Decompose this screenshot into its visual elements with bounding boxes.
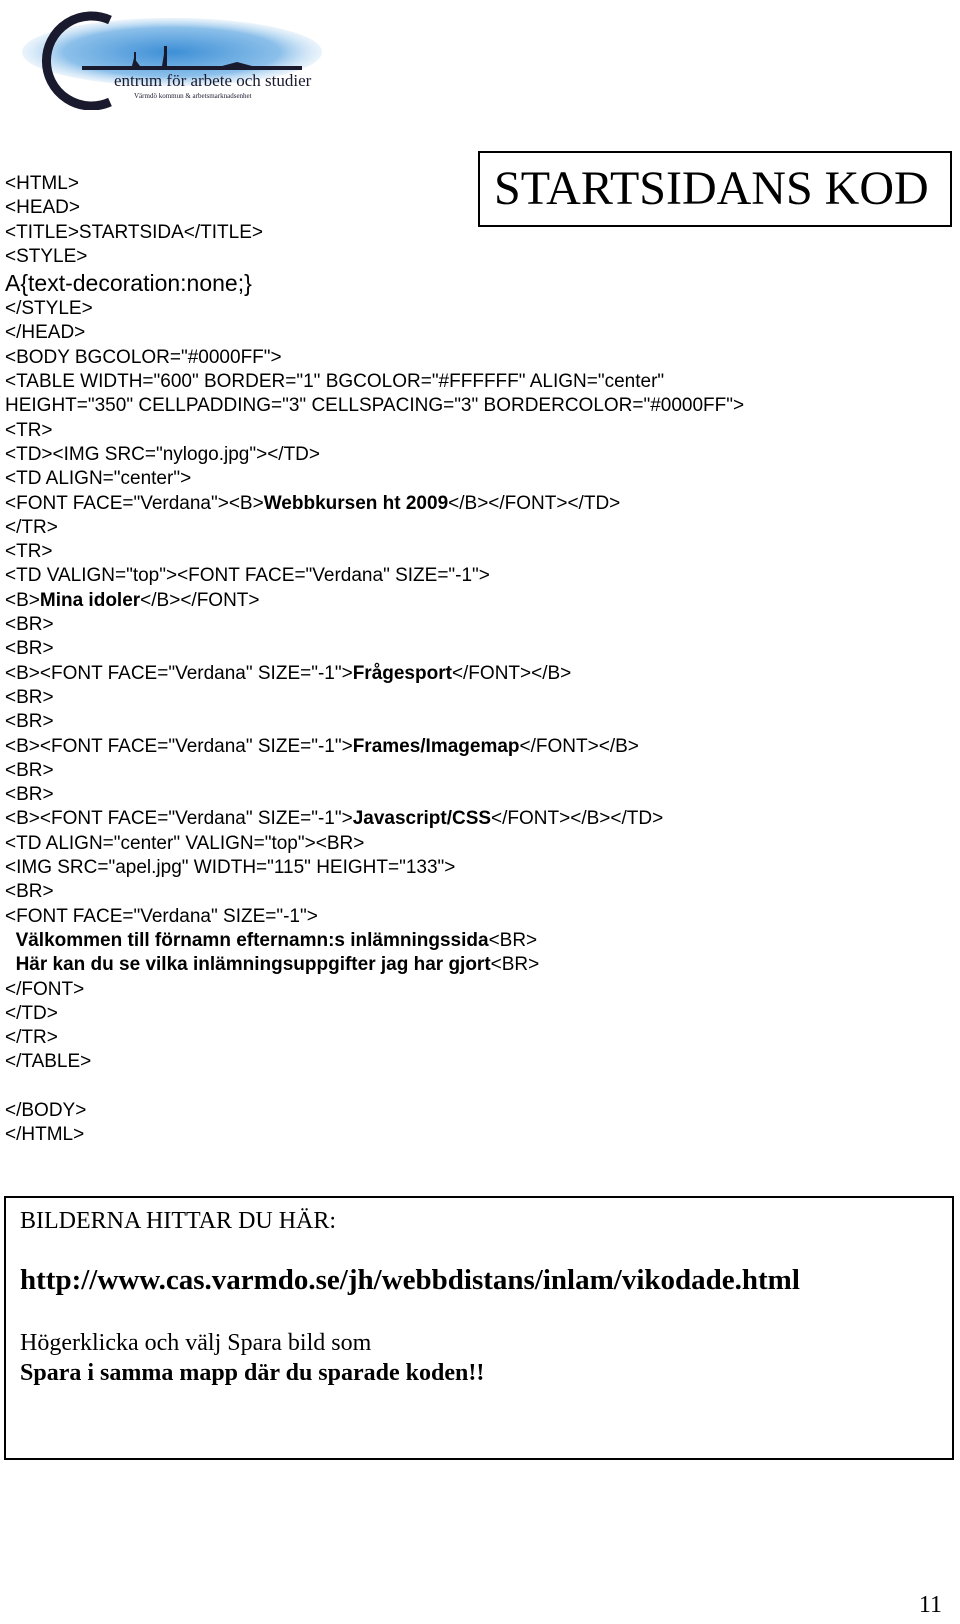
code-text: <BR> — [5, 638, 54, 660]
code-line — [5, 929, 805, 953]
info-instruction: Högerklicka och välj Spara bild som — [20, 1330, 372, 1356]
code-line — [5, 540, 805, 564]
code-line — [5, 467, 805, 491]
code-text: <BR> — [5, 711, 54, 733]
code-line — [5, 613, 805, 637]
code-text-after: <BR> — [488, 929, 538, 951]
code-bold-text: Mina idoler — [39, 589, 141, 611]
code-line — [5, 564, 805, 588]
code-line — [5, 1099, 805, 1123]
code-text: <B><FONT FACE="Verdana" SIZE="-1"> — [5, 735, 353, 757]
code-line — [5, 832, 805, 856]
code-text: <FONT FACE="Verdana"><B> — [5, 492, 264, 514]
code-line — [5, 637, 805, 661]
code-line — [5, 516, 805, 540]
code-text: </BODY> — [5, 1099, 87, 1121]
code-line — [5, 880, 805, 904]
code-line — [5, 589, 805, 613]
code-text-after: </FONT></B> — [519, 735, 639, 757]
code-line — [5, 346, 805, 370]
code-bold-text: Frågesport — [352, 662, 452, 684]
code-text-after: </FONT></B></TD> — [491, 808, 664, 830]
code-line — [5, 686, 805, 710]
code-text: <BR> — [5, 881, 54, 903]
code-text-after: </FONT></B> — [451, 662, 572, 684]
code-text: <BR> — [5, 759, 54, 781]
code-text: <BR> — [5, 784, 54, 806]
code-line — [5, 245, 805, 269]
code-text: <TD><IMG SRC="nylogo.jpg"></TD> — [5, 443, 320, 465]
code-text: <TITLE>STARTSIDA</TITLE> — [5, 221, 263, 243]
logo-text-main: entrum för arbete och studier — [114, 71, 312, 90]
code-text: <BR> — [5, 686, 54, 708]
code-text: </FONT> — [5, 978, 85, 1000]
code-bold-text: Webbkursen ht 2009 — [263, 492, 449, 514]
code-text: </HTML> — [5, 1124, 85, 1146]
code-line — [5, 735, 805, 759]
info-heading: BILDERNA HITTAR DU HÄR: — [20, 1208, 337, 1234]
code-line — [5, 1026, 805, 1050]
code-text: <BODY BGCOLOR="#0000FF"> — [5, 346, 282, 368]
code-text: </TR> — [5, 1027, 58, 1049]
code-text: <HEAD> — [5, 197, 80, 219]
code-text: <TD VALIGN="top"><FONT FACE="Verdana" SIZE="-1"> — [5, 565, 490, 587]
code-bold-text: Här kan du se vilka inlämningsuppgifter jag har gjort — [15, 954, 491, 976]
code-line — [5, 953, 805, 977]
code-text: <HTML> — [5, 173, 79, 194]
code-bold-text: Frames/Imagemap — [352, 735, 520, 757]
code-text: HEIGHT="350" CELLPADDING="3" CELLSPACING="3" BORDERCOLOR="#0000FF"> — [5, 395, 745, 417]
logo-graphic — [22, 10, 322, 110]
code-text-after: </B></FONT> — [140, 589, 260, 611]
code-line — [5, 662, 805, 686]
code-text-after: </B></FONT></TD> — [448, 492, 621, 514]
code-text: </STYLE> — [5, 298, 93, 320]
code-text: </HEAD> — [5, 322, 86, 344]
code-line — [5, 783, 805, 807]
code-text: <TABLE WIDTH="600" BORDER="1" BGCOLOR="#FFFFFF" ALIGN="center" — [5, 371, 665, 393]
code-line — [5, 1050, 805, 1074]
code-line — [5, 492, 805, 516]
images-url-link[interactable]: http://www.cas.varmdo.se/jh/webbdistans/inlam/vikodade.html — [20, 1264, 800, 1296]
code-text: <BR> — [5, 614, 54, 636]
page-title: STARTSIDANS KOD — [494, 162, 929, 215]
code-text: <FONT FACE="Verdana" SIZE="-1"> — [5, 905, 318, 927]
code-line — [5, 269, 805, 297]
images-info-box — [4, 1196, 954, 1460]
code-text: </TD> — [5, 1002, 58, 1024]
code-bold-text: Välkommen till förnamn efternamn:s inlämningssida — [15, 929, 489, 951]
code-line — [5, 807, 805, 831]
code-line — [5, 297, 805, 321]
code-bold-text: Javascript/CSS — [352, 808, 492, 830]
code-text: <TR> — [5, 541, 53, 563]
code-line — [5, 759, 805, 783]
code-line — [5, 419, 805, 443]
logo-text-sub: Värmdö kommun & arbetsmarknadsenhet — [134, 92, 252, 100]
code-line — [5, 978, 805, 1002]
code-text — [5, 954, 16, 975]
code-text: <IMG SRC="apel.jpg" WIDTH="115" HEIGHT="133"> — [5, 857, 456, 879]
code-line — [5, 905, 805, 929]
code-text: <TR> — [5, 419, 53, 441]
code-text: <B><FONT FACE="Verdana" SIZE="-1"> — [5, 808, 353, 830]
code-line — [5, 1075, 805, 1099]
code-line — [5, 221, 805, 245]
code-line — [5, 856, 805, 880]
code-line — [5, 394, 805, 418]
code-line — [5, 172, 805, 196]
code-text: <TD ALIGN="center" VALIGN="top"><BR> — [5, 832, 365, 854]
code-text — [5, 930, 16, 951]
code-line — [5, 710, 805, 734]
page-number: 11 — [918, 1592, 942, 1618]
code-line — [5, 321, 805, 345]
code-line — [5, 196, 805, 220]
code-text: <STYLE> — [5, 245, 88, 267]
code-line — [5, 1123, 805, 1147]
code-text: <B> — [5, 589, 40, 611]
code-line — [5, 1002, 805, 1026]
code-line — [5, 443, 805, 467]
code-text: <TD ALIGN="center"> — [5, 468, 192, 490]
code-text: A{text-decoration:none;} — [5, 270, 252, 297]
code-text-after: <BR> — [490, 954, 540, 976]
cas-logo — [22, 10, 322, 110]
code-listing — [5, 172, 805, 1148]
code-text: <B><FONT FACE="Verdana" SIZE="-1"> — [5, 662, 353, 684]
code-text: </TR> — [5, 516, 58, 538]
code-text: </TABLE> — [5, 1051, 92, 1073]
info-instruction-bold: Spara i samma mapp där du sparade koden!! — [20, 1360, 485, 1386]
code-line — [5, 370, 805, 394]
